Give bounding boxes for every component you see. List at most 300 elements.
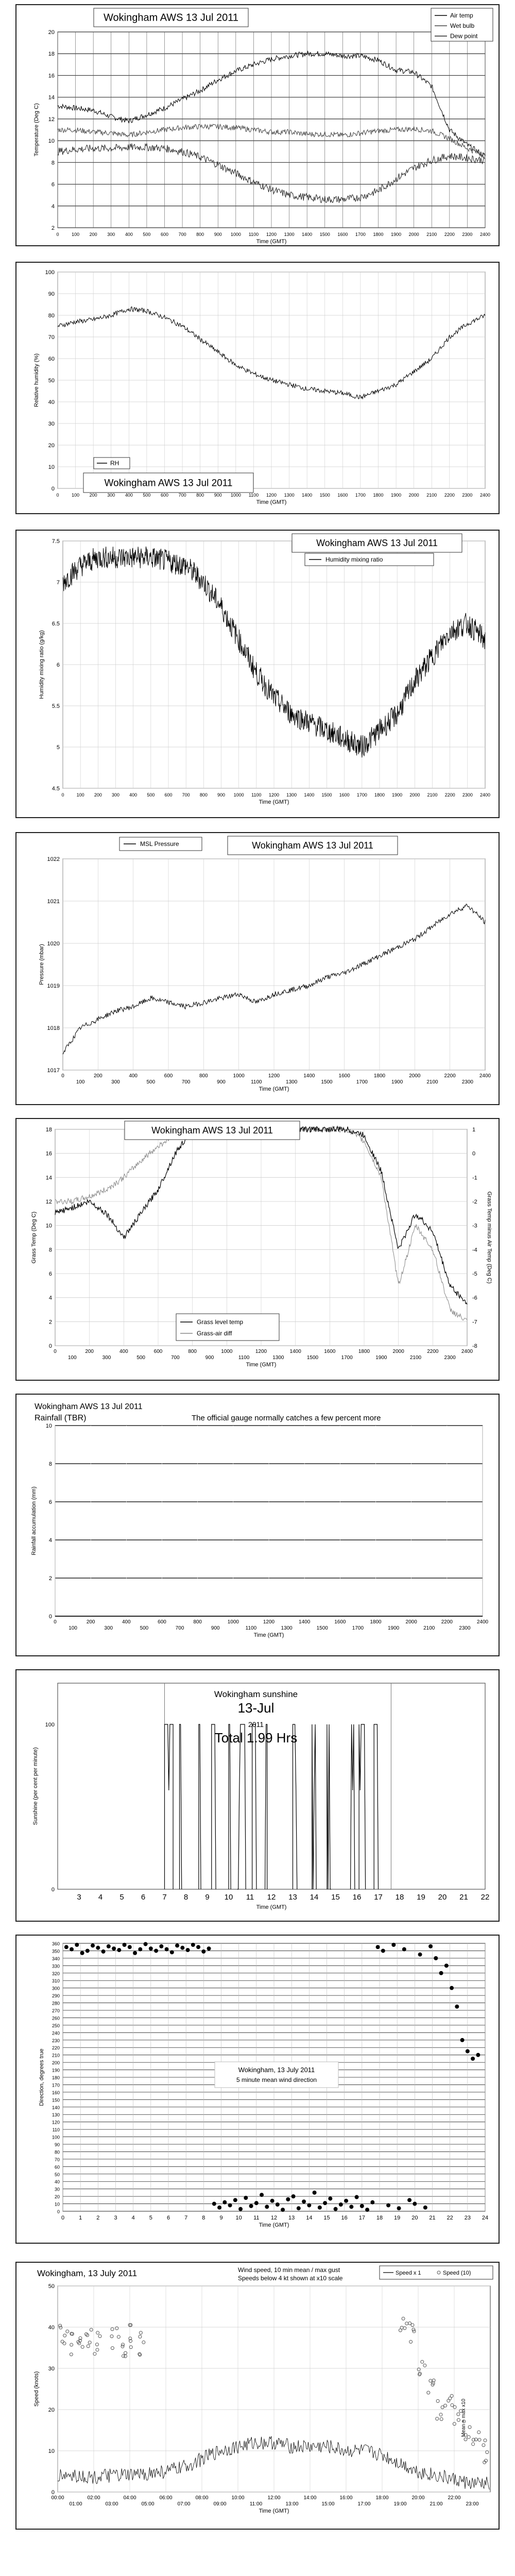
x-tick-label: 23:00 [466, 2501, 479, 2507]
y-tick-label: 70 [48, 334, 55, 341]
scatter-point [439, 1971, 443, 1975]
x-tick-label: 2300 [461, 1079, 473, 1085]
x-tick-label: 500 [143, 232, 151, 237]
x-tick-label: 9 [205, 1893, 210, 1902]
x-tick-label: 0 [61, 792, 64, 798]
y-right-tick-label: -1 [472, 1175, 477, 1181]
x-tick-label: 600 [160, 232, 169, 237]
x-tick-label: 1200 [266, 493, 277, 498]
legend-label: Humidity mixing ratio [325, 556, 383, 563]
legend-label: Wet bulb [450, 22, 475, 29]
x-tick-label: 5 [149, 2215, 152, 2221]
x-tick-label: 2200 [444, 792, 455, 798]
scatter-point [391, 1943, 396, 1947]
x-tick-label: 700 [182, 792, 190, 798]
x-tick-label: 900 [217, 792, 226, 798]
y-tick-label: 30 [48, 421, 55, 427]
scatter-point [217, 2206, 221, 2210]
x-tick-label: 01:00 [69, 2501, 82, 2507]
y-tick-label: 150 [52, 2097, 60, 2103]
y-tick-label: 120 [52, 2120, 60, 2125]
y-axis-label: Humidity mixing ratio (g/kg) [39, 630, 45, 699]
y-tick-label: 20 [48, 443, 55, 449]
scatter-point [170, 1950, 174, 1954]
scatter-point [265, 2205, 269, 2209]
scatter-point [159, 1944, 163, 1948]
x-tick-label: 6 [166, 2215, 170, 2221]
y-tick-label: 0 [51, 486, 55, 492]
chart-panel-mixing-ratio [15, 530, 500, 818]
scatter-point [344, 2199, 348, 2203]
y-tick-label: 80 [48, 313, 55, 319]
y-tick-label: 18 [45, 1127, 52, 1133]
x-tick-label: 2100 [409, 1355, 422, 1361]
scatter-point [80, 1951, 84, 1955]
x-tick-label: 700 [178, 232, 186, 237]
y-axis-label: Rainfall accumulation (mm) [31, 1486, 37, 1555]
scatter-point [323, 2201, 327, 2205]
x-tick-label: 13:00 [285, 2501, 299, 2507]
y-tick-label: 130 [52, 2112, 60, 2118]
scatter-point [355, 2195, 359, 2199]
scatter-point [64, 1945, 68, 1949]
x-tick-label: 6 [141, 1893, 146, 1902]
y-tick-label: 330 [52, 1963, 60, 1969]
x-tick-label: 1400 [299, 1619, 311, 1625]
y-tick-label: 20 [48, 2407, 55, 2413]
scatter-point [149, 1946, 153, 1951]
y-tick-label: 10 [45, 1423, 52, 1429]
y-tick-label: 4 [48, 1537, 52, 1544]
scatter-point [291, 2194, 296, 2198]
y-tick-label: 50 [54, 2172, 60, 2177]
x-tick-label: 1 [79, 2215, 82, 2221]
x-tick-label: 2200 [427, 1349, 439, 1354]
x-tick-label: 1200 [263, 1619, 275, 1625]
x-tick-label: 600 [164, 792, 173, 798]
x-tick-label: 700 [181, 1079, 191, 1085]
scatter-point [222, 2200, 227, 2205]
y-tick-label: 250 [52, 2023, 60, 2028]
y-tick-label: 7 [56, 580, 60, 586]
x-tick-label: 2400 [476, 1619, 489, 1625]
scatter-point [450, 1986, 454, 1990]
y-tick-label: 170 [52, 2082, 60, 2088]
y-tick-label: 140 [52, 2105, 60, 2110]
scatter-point [334, 2207, 338, 2211]
x-tick-label: 14 [310, 1893, 319, 1902]
y-tick-label: 8 [48, 1247, 52, 1253]
x-tick-label: 400 [125, 232, 133, 237]
y-tick-label: 2 [51, 225, 55, 231]
x-tick-label: 1900 [391, 493, 402, 498]
x-tick-label: 2200 [441, 1619, 453, 1625]
x-tick-label: 09:00 [213, 2501, 227, 2507]
y-tick-label: 14 [48, 94, 55, 101]
chart-svg [16, 531, 499, 817]
x-tick-label: 2300 [459, 1625, 471, 1631]
y-right-tick-label: 0 [472, 1150, 476, 1157]
x-tick-label: 900 [205, 1355, 214, 1361]
x-tick-label: 1900 [391, 1079, 403, 1085]
x-tick-label: 900 [211, 1625, 220, 1631]
scatter-point [281, 2208, 285, 2212]
scatter-point [101, 1950, 106, 1954]
scatter-point [339, 2202, 343, 2207]
x-tick-label: 1800 [370, 1619, 382, 1625]
x-tick-label: 11 [246, 1893, 254, 1902]
scatter-point [402, 1947, 406, 1952]
x-tick-label: 0 [61, 1073, 64, 1079]
x-tick-label: 1600 [339, 792, 350, 798]
y-tick-label: 1019 [47, 983, 60, 989]
x-tick-label: 8 [183, 1893, 188, 1902]
chart-date: 13-Jul [237, 1700, 274, 1716]
x-tick-label: 400 [129, 792, 138, 798]
scatter-point [186, 1948, 190, 1952]
x-tick-label: 300 [107, 232, 115, 237]
x-tick-label: 100 [67, 1355, 77, 1361]
x-tick-label: 2000 [409, 792, 420, 798]
y-tick-label: 4 [48, 1295, 52, 1301]
x-tick-label: 500 [136, 1355, 146, 1361]
legend-label: Grass-air diff [197, 1330, 232, 1337]
y-tick-label: 350 [52, 1948, 60, 1954]
x-tick-label: 1300 [284, 232, 295, 237]
y-tick-label: 80 [54, 2149, 60, 2155]
y-tick-label: 10 [54, 2201, 60, 2207]
x-tick-label: 800 [196, 493, 204, 498]
x-tick-label: 1000 [233, 792, 244, 798]
y-tick-label: 16 [48, 73, 55, 79]
y-tick-label: 40 [48, 2325, 55, 2331]
x-tick-label: 03:00 [105, 2501, 118, 2507]
x-tick-label: 2300 [462, 792, 473, 798]
x-tick-label: 18:00 [375, 2495, 389, 2501]
x-tick-label: 11:00 [249, 2501, 263, 2507]
chart-title: Wokingham, 13 July 2011 [37, 2268, 138, 2278]
scatter-point [128, 1945, 132, 1949]
x-tick-label: 200 [89, 232, 97, 237]
x-tick-label: 600 [158, 1619, 166, 1625]
y-right-tick-label: -5 [472, 1271, 477, 1277]
x-tick-label: 1600 [337, 232, 348, 237]
x-tick-label: 2200 [444, 1073, 456, 1079]
scatter-point [365, 2208, 369, 2212]
y-right-tick-label: -6 [472, 1295, 477, 1301]
y-right-axis-label: Grass Temp minus Air Temp (Deg C) [486, 1191, 492, 1284]
x-tick-label: 100 [72, 232, 80, 237]
y-tick-label: 20 [48, 29, 55, 36]
x-tick-label: 2400 [479, 232, 491, 237]
annotation: Mean + max x10 [461, 2398, 467, 2437]
x-tick-label: 3 [77, 1893, 81, 1902]
y-tick-label: 6.5 [52, 621, 60, 627]
x-tick-label: 200 [94, 792, 102, 798]
x-tick-label: 1000 [227, 1619, 239, 1625]
y-tick-label: 200 [52, 2060, 60, 2066]
x-tick-label: 1300 [286, 792, 297, 798]
x-tick-label: 200 [89, 493, 97, 498]
y-tick-label: 5 [56, 744, 60, 751]
scatter-point [386, 2203, 390, 2207]
x-tick-label: 1300 [281, 1625, 293, 1631]
x-tick-label: 1900 [391, 232, 402, 237]
y-tick-label: 16 [45, 1150, 52, 1157]
x-axis-label: Time (GMT) [246, 1362, 277, 1368]
x-tick-label: 400 [125, 493, 133, 498]
x-tick-label: 1500 [321, 1079, 333, 1085]
x-tick-label: 1400 [304, 792, 315, 798]
scatter-point [423, 2206, 427, 2210]
chart-svg [16, 1670, 499, 1921]
chart-svg [16, 1936, 499, 2243]
x-tick-label: 700 [170, 1355, 180, 1361]
x-tick-label: 14 [306, 2215, 313, 2221]
x-tick-label: 1800 [373, 1073, 386, 1079]
x-tick-label: 22 [480, 1893, 490, 1902]
x-tick-label: 06:00 [159, 2495, 173, 2501]
x-tick-label: 1600 [338, 1073, 350, 1079]
x-tick-label: 800 [196, 232, 204, 237]
x-tick-label: 21 [459, 1893, 468, 1902]
x-tick-label: 600 [160, 493, 169, 498]
y-axis-label: Grass Temp (Deg C) [31, 1211, 37, 1264]
scatter-point [154, 1948, 158, 1953]
x-tick-label: 600 [153, 1349, 163, 1354]
y-axis-label: Temperature (Deg C) [33, 103, 40, 157]
x-tick-label: 8 [202, 2215, 205, 2221]
x-tick-label: 5 [119, 1893, 124, 1902]
scatter-point [428, 1944, 433, 1948]
scatter-point [212, 2202, 216, 2206]
scatter-point [307, 2203, 311, 2207]
x-tick-label: 200 [93, 1073, 102, 1079]
legend-label: Grass level temp [197, 1318, 244, 1326]
x-tick-label: 22:00 [448, 2495, 461, 2501]
scatter-point [123, 1943, 127, 1947]
x-axis-label: Time (GMT) [256, 499, 287, 505]
legend-label: Air temp [450, 12, 473, 19]
x-tick-label: 1700 [341, 1355, 353, 1361]
x-axis-label: Time (GMT) [253, 1632, 284, 1638]
x-tick-label: 2000 [405, 1619, 417, 1625]
scatter-point [270, 2199, 274, 2203]
x-tick-label: 1400 [289, 1349, 301, 1354]
x-tick-label: 1500 [321, 792, 332, 798]
x-tick-label: 600 [164, 1073, 173, 1079]
x-tick-label: 800 [188, 1349, 197, 1354]
y-tick-label: 10 [48, 138, 55, 145]
x-axis-label: Time (GMT) [259, 2222, 289, 2228]
chart-title: Wokingham AWS 13 Jul 2011 [35, 1402, 143, 1411]
x-tick-label: 1300 [284, 493, 295, 498]
x-tick-label: 2000 [408, 493, 419, 498]
scatter-point [434, 1956, 438, 1960]
y-tick-label: 2 [48, 1319, 52, 1326]
scatter-point [313, 2191, 317, 2195]
x-tick-label: 2000 [392, 1349, 404, 1354]
x-tick-label: 04:00 [123, 2495, 136, 2501]
x-tick-label: 19 [417, 1893, 425, 1902]
scatter-point [75, 1943, 79, 1947]
chart-panel-temperature [15, 4, 500, 246]
y-tick-label: 30 [54, 2187, 60, 2192]
x-tick-label: 1200 [266, 232, 277, 237]
scatter-point [70, 1947, 74, 1952]
x-axis-label: Time (GMT) [256, 1904, 287, 1910]
y-tick-label: 90 [54, 2142, 60, 2147]
x-tick-label: 1200 [268, 792, 280, 798]
x-tick-label: 15 [331, 1893, 340, 1902]
scatter-point [286, 2197, 290, 2201]
legend-label: Speed x 1 [396, 2270, 421, 2276]
y-tick-label: 0 [48, 1343, 52, 1349]
x-tick-label: 2200 [444, 493, 455, 498]
x-tick-label: 500 [143, 493, 151, 498]
scatter-point [302, 2199, 306, 2204]
x-tick-label: 15 [323, 2215, 330, 2221]
x-tick-label: 1200 [268, 1073, 280, 1079]
x-tick-label: 1900 [387, 1625, 400, 1631]
y-tick-label: 20 [54, 2194, 60, 2200]
x-tick-label: 16 [341, 2215, 348, 2221]
scatter-point [107, 1944, 111, 1948]
y-tick-label: 100 [52, 2134, 60, 2140]
x-tick-label: 900 [217, 1079, 226, 1085]
x-tick-label: 18 [376, 2215, 383, 2221]
x-tick-label: 19:00 [393, 2501, 407, 2507]
scatter-point [455, 2005, 459, 2009]
x-tick-label: 2100 [423, 1625, 435, 1631]
x-tick-label: 300 [104, 1625, 113, 1631]
y-tick-label: 10 [45, 1223, 52, 1229]
x-tick-label: 100 [68, 1625, 77, 1631]
x-tick-label: 2000 [409, 1073, 421, 1079]
y-tick-label: 50 [48, 378, 55, 384]
y-tick-label: 18 [48, 51, 55, 58]
scatter-point [144, 1942, 148, 1946]
y-tick-label: 0 [51, 1887, 55, 1893]
scatter-point [476, 2053, 480, 2057]
x-tick-label: 16 [352, 1893, 362, 1902]
x-tick-label: 1000 [230, 493, 241, 498]
chart-svg [16, 1119, 499, 1380]
scatter-point [376, 1945, 380, 1949]
x-tick-label: 1800 [373, 493, 384, 498]
chart-svg [16, 833, 499, 1104]
x-tick-label: 08:00 [195, 2495, 209, 2501]
x-tick-label: 4 [131, 2215, 135, 2221]
scatter-point [407, 2198, 411, 2202]
y-tick-label: 50 [48, 2283, 55, 2290]
x-tick-label: 20:00 [411, 2495, 425, 2501]
x-tick-label: 00:00 [51, 2495, 64, 2501]
y-tick-label: 300 [52, 1986, 60, 1991]
chart-panel-wind-direction [15, 1935, 500, 2244]
scatter-point [165, 1947, 169, 1952]
chart-title: Wokingham, 13 July 2011 [238, 2066, 315, 2074]
x-tick-label: 7 [162, 1893, 167, 1902]
x-tick-label: 100 [76, 792, 84, 798]
x-tick-label: 1000 [233, 1073, 245, 1079]
x-tick-label: 1100 [238, 1355, 250, 1361]
x-tick-label: 19 [394, 2215, 401, 2221]
x-tick-label: 0 [56, 493, 59, 498]
y-tick-label: 280 [52, 2001, 60, 2006]
x-tick-label: 2400 [479, 1073, 491, 1079]
x-tick-label: 12:00 [267, 2495, 281, 2501]
scatter-point [413, 2202, 417, 2206]
x-tick-label: 17 [374, 1893, 383, 1902]
y-right-tick-label: -7 [472, 1319, 477, 1326]
x-tick-label: 1200 [255, 1349, 267, 1354]
x-tick-label: 1600 [337, 493, 348, 498]
chart-svg [16, 1395, 499, 1655]
scatter-point [254, 2201, 259, 2205]
x-tick-label: 15:00 [321, 2501, 335, 2507]
scatter-point [444, 1963, 449, 1968]
x-tick-label: 10 [235, 2215, 242, 2221]
x-tick-label: 100 [72, 493, 80, 498]
scatter-point [238, 2207, 243, 2211]
y-axis-label: Pressure (mbar) [39, 944, 45, 985]
x-tick-label: 300 [111, 792, 120, 798]
y-tick-label: 10 [48, 2448, 55, 2454]
x-tick-label: 800 [193, 1619, 202, 1625]
scatter-point [249, 2204, 253, 2208]
x-tick-label: 1700 [352, 1625, 364, 1631]
scatter-point [117, 1948, 121, 1952]
x-tick-label: 1100 [248, 493, 259, 498]
y-right-tick-label: -4 [472, 1247, 477, 1253]
chart-svg [16, 5, 499, 245]
x-tick-label: 100 [76, 1079, 85, 1085]
chart-panel-grass-temp [15, 1118, 500, 1381]
x-tick-label: 400 [129, 1073, 138, 1079]
chart-title: Wokingham AWS 13 Jul 2011 [316, 538, 438, 548]
x-tick-label: 1600 [324, 1349, 336, 1354]
x-tick-label: 1800 [373, 232, 384, 237]
chart-title: Wokingham AWS 13 Jul 2011 [104, 478, 233, 489]
y-tick-label: 1021 [47, 899, 60, 905]
x-tick-label: 1100 [245, 1625, 257, 1631]
y-tick-label: 100 [45, 1722, 55, 1728]
x-tick-label: 2100 [426, 493, 437, 498]
x-tick-label: 1400 [302, 493, 313, 498]
x-tick-label: 400 [122, 1619, 131, 1625]
x-tick-label: 4 [98, 1893, 103, 1902]
scatter-point [418, 1953, 422, 1957]
x-tick-label: 18 [395, 1893, 404, 1902]
x-tick-label: 17 [358, 2215, 365, 2221]
y-axis-label: Sunshine (per cent per minute) [32, 1747, 39, 1825]
y-tick-label: 10 [48, 464, 55, 470]
scatter-point [233, 2198, 237, 2202]
y-tick-label: 4 [51, 203, 55, 210]
scatter-point [201, 1950, 205, 1954]
y-axis-label: Speed (knots) [33, 2371, 40, 2407]
x-tick-label: 12 [270, 2215, 278, 2221]
x-tick-label: 24 [482, 2215, 489, 2221]
y-right-tick-label: -3 [472, 1223, 477, 1229]
x-axis-label: Time (GMT) [259, 2508, 289, 2514]
scatter-point [138, 1947, 142, 1952]
chart-subtitle: 5 minute mean wind direction [236, 2076, 317, 2083]
scatter-point [96, 1946, 100, 1950]
chart-year: 2011 [248, 1720, 264, 1728]
legend-label: Speed (10) [443, 2270, 471, 2276]
